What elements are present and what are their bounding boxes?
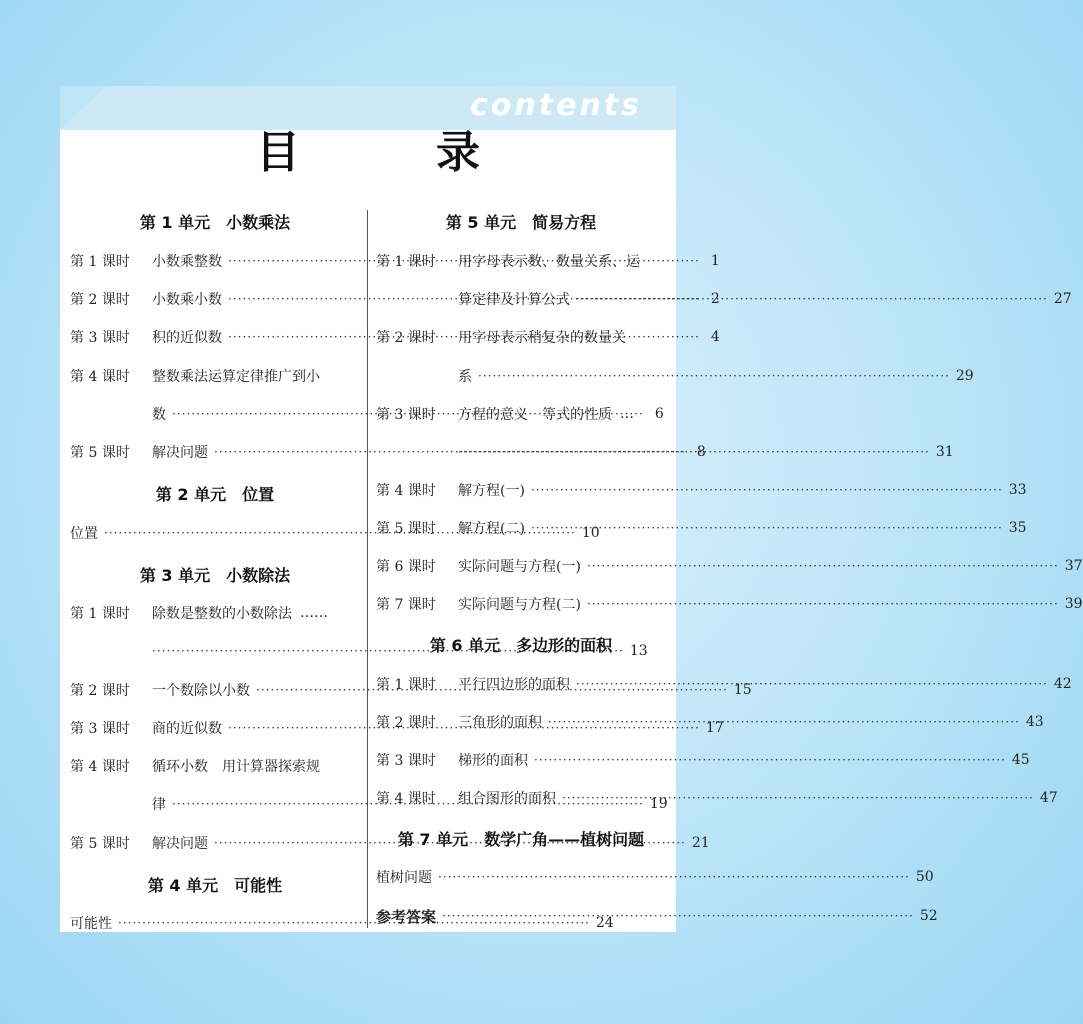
entry-title: 积的近似数	[152, 330, 222, 346]
lesson-label: 第 3 课时	[376, 753, 436, 769]
unit-heading: 第 7 单元 数学广角——植树问题	[397, 830, 645, 849]
leader-dots	[478, 369, 950, 383]
lesson-label: 第 1 课时	[376, 677, 436, 693]
page-number: 37	[1064, 558, 1083, 574]
page-number: 45	[1011, 752, 1030, 768]
lesson-label: 第 1 课时	[70, 606, 130, 622]
leader-dots	[442, 909, 914, 923]
lesson-label: 第 2 课时	[70, 292, 130, 308]
lesson-label: 第 5 课时	[70, 836, 130, 852]
page-number: 50	[915, 869, 934, 885]
page-number: 24	[595, 915, 614, 931]
page-number: 17	[705, 720, 724, 736]
lesson-label: 第 1 课时	[376, 254, 436, 270]
entry-title: 组合图形的面积	[458, 791, 556, 807]
entry-title: 整数乘法运算定律推广到小	[152, 369, 320, 385]
page-number: 27	[1053, 291, 1072, 307]
entry-title: 植树问题	[376, 870, 432, 886]
page-number: 29	[955, 368, 974, 384]
lesson-label: 第 4 课时	[70, 369, 130, 385]
column-divider	[367, 210, 368, 928]
unit-heading: 第 3 单元 小数除法	[139, 566, 291, 585]
leader-dots	[534, 753, 1006, 767]
entry-title: 可能性	[70, 916, 112, 932]
page-number: 47	[1039, 790, 1058, 806]
page-number: 13	[629, 643, 648, 659]
leader-dots	[531, 521, 1003, 535]
toc-entry-continuation[interactable]	[376, 364, 974, 388]
entry-title: 小数乘整数	[152, 254, 222, 270]
page-number: 10	[581, 525, 600, 541]
toc-entry[interactable]	[376, 554, 1083, 578]
entry-title: 方程的意义 等式的性质	[458, 407, 612, 423]
unit-heading: 第 2 单元 位置	[155, 485, 275, 504]
leader-tail: ……	[300, 605, 328, 621]
entry-title: 律	[152, 797, 166, 813]
toc-entry[interactable]	[70, 601, 360, 625]
page-number: 8	[696, 444, 706, 460]
toc-entry[interactable]	[376, 592, 1083, 616]
toc-entry[interactable]	[376, 865, 934, 889]
answers-title: 参考答案	[376, 907, 437, 926]
entry-title: 实际问题与方程(一)	[458, 559, 581, 575]
entry-title: 数	[152, 407, 166, 423]
page-number: 43	[1025, 714, 1044, 730]
contents-word: contents	[470, 88, 642, 123]
lesson-label: 第 7 课时	[376, 597, 436, 613]
entry-title: 解方程(二)	[458, 521, 525, 537]
page-number: 33	[1008, 482, 1027, 498]
leader-tail: …	[620, 406, 634, 422]
entry-title: 位置	[70, 526, 98, 542]
lesson-label: 第 6 课时	[376, 559, 436, 575]
toc-entry[interactable]	[70, 364, 360, 388]
entry-title: 解决问题	[152, 445, 208, 461]
lesson-label: 第 4 课时	[376, 791, 436, 807]
page-number: 42	[1053, 676, 1072, 692]
entry-title: 一个数除以小数	[152, 683, 250, 699]
leader-dots	[576, 292, 1048, 306]
toc-entry[interactable]	[376, 402, 666, 426]
entry-title: 小数乘小数	[152, 292, 222, 308]
entry-title: 商的近似数	[152, 721, 222, 737]
lesson-label: 第 2 课时	[376, 330, 436, 346]
leader-dots	[531, 483, 1003, 497]
entry-title: 系	[458, 369, 472, 385]
leader-dots	[576, 677, 1048, 691]
entry-title: 三角形的面积	[458, 715, 542, 731]
page-title: 目 录	[256, 127, 526, 178]
lesson-label: 第 3 课时	[70, 330, 130, 346]
lesson-label: 第 2 课时	[376, 715, 436, 731]
toc-entry[interactable]	[376, 478, 1027, 502]
lesson-label: 第 5 课时	[70, 445, 130, 461]
leader-dots	[548, 715, 1020, 729]
toc-entry-continuation[interactable]	[376, 440, 954, 464]
page-number: 21	[691, 835, 710, 851]
unit-heading: 第 5 单元 简易方程	[445, 213, 597, 232]
page-number: 19	[649, 796, 668, 812]
leader-dots	[438, 870, 910, 884]
toc-entry[interactable]	[376, 786, 1058, 810]
toc-entry[interactable]	[70, 754, 360, 778]
unit-heading: 第 4 单元 可能性	[147, 876, 283, 895]
lesson-label: 第 3 课时	[376, 407, 436, 423]
leader-dots	[587, 559, 1059, 573]
page-number: 35	[1008, 520, 1027, 536]
entry-title: 梯形的面积	[458, 753, 528, 769]
lesson-label: 第 2 课时	[70, 683, 130, 699]
entry-title: 用字母表示稍复杂的数量关	[458, 330, 626, 346]
entry-title: 循环小数 用计算器探索规	[152, 759, 320, 775]
toc-entry[interactable]	[376, 249, 666, 273]
entry-title: 实际问题与方程(二)	[458, 597, 581, 613]
lesson-label: 第 5 课时	[376, 521, 436, 537]
page-number: 1	[710, 253, 720, 269]
lesson-label: 第 1 课时	[70, 254, 130, 270]
leader-dots	[458, 445, 930, 459]
page-number: 4	[710, 329, 720, 345]
leader-dots	[562, 791, 1034, 805]
lesson-label: 第 3 课时	[70, 721, 130, 737]
page-number: 15	[733, 682, 752, 698]
toc-entry[interactable]	[376, 748, 1030, 772]
page-number: 6	[654, 406, 664, 422]
page-number: 52	[919, 908, 938, 924]
leader-dots	[587, 597, 1059, 611]
entry-title: 解决问题	[152, 836, 208, 852]
page-number: 2	[710, 291, 720, 307]
unit-heading: 第 6 单元 多边形的面积	[429, 636, 613, 655]
entry-title: 除数是整数的小数除法	[152, 606, 292, 622]
toc-entry[interactable]	[376, 325, 666, 349]
unit-heading: 第 1 单元 小数乘法	[139, 213, 291, 232]
toc-page	[60, 86, 1083, 932]
entry-title: 算定律及计算公式	[458, 292, 570, 308]
toc-entry[interactable]	[376, 516, 1027, 540]
entry-title: 解方程(一)	[458, 483, 525, 499]
toc-entry[interactable]	[376, 904, 938, 928]
entry-title: 平行四边形的面积	[458, 677, 570, 693]
lesson-label: 第 4 课时	[70, 759, 130, 775]
entry-title: 用字母表示数、数量关系、运	[458, 254, 640, 270]
lesson-label: 第 4 课时	[376, 483, 436, 499]
page-number: 31	[935, 444, 954, 460]
toc-entry-continuation[interactable]	[376, 287, 1072, 311]
toc-entry[interactable]	[70, 440, 706, 464]
page-number: 39	[1064, 596, 1083, 612]
